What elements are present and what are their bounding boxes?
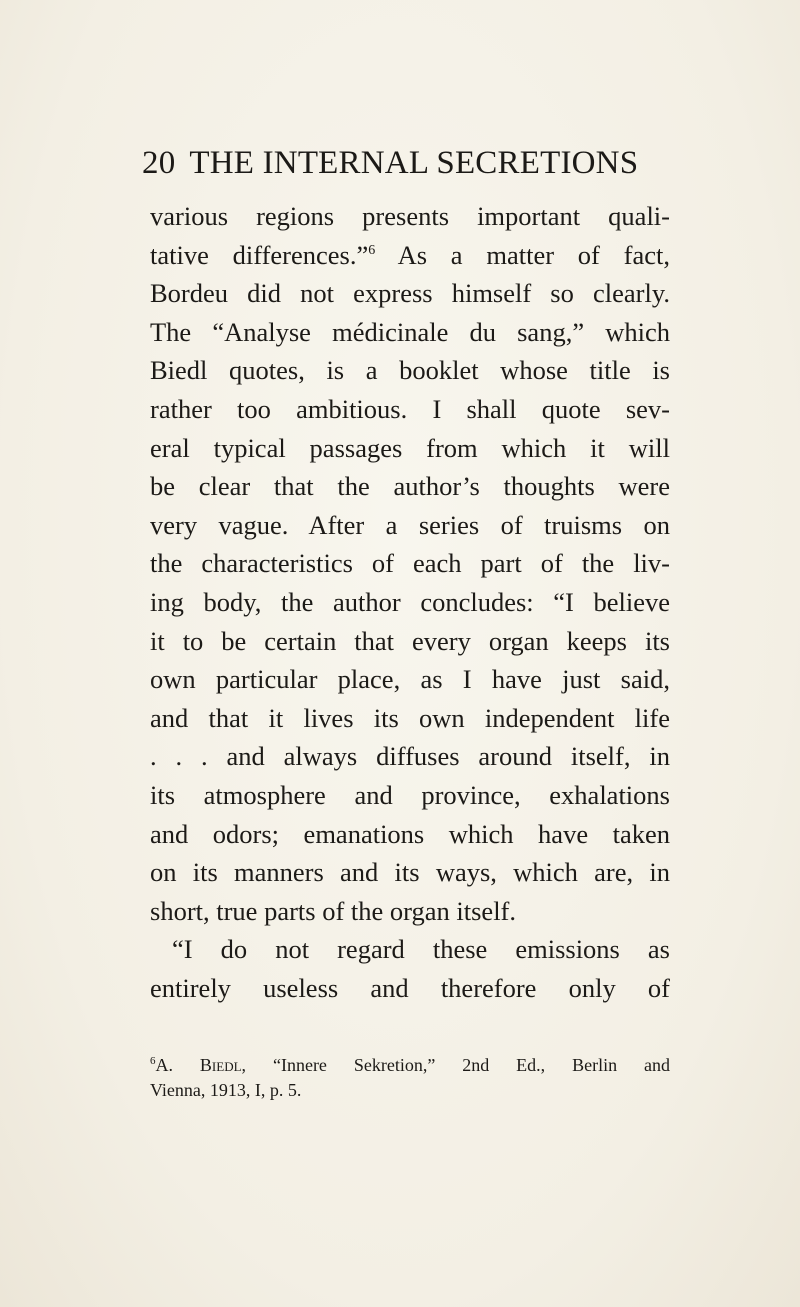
text-line: eral typical passages from which it will: [150, 432, 670, 463]
footnote-line: [150, 1053, 670, 1078]
text-fragment: tative differences.”: [150, 239, 369, 270]
text-line: ing body, the author concludes: “I believe: [150, 586, 670, 617]
text-line: be clear that the author’s thoughts were: [150, 471, 670, 502]
text-line: the characteristics of each part of the liv-: [150, 548, 670, 579]
footnote-line: Vienna, 1913, I, p. 5.: [150, 1080, 302, 1100]
text-line: and that it lives its own independent life: [150, 702, 670, 733]
text-line: very vague. After a series of truisms on: [150, 509, 670, 540]
running-head-title: THE INTERNAL SECRETIONS: [189, 145, 639, 181]
text-line: rather too ambitious. I shall quote sev-: [150, 393, 670, 424]
text-line: its atmosphere and province, exhalations: [150, 779, 670, 810]
footnote-author: A. Biedl,: [155, 1055, 247, 1075]
text-line: and odors; emanations which have taken: [150, 818, 670, 849]
text-line: The “Analyse médicinale du sang,” which: [150, 316, 670, 347]
body-text: [150, 197, 670, 1007]
footnote-citation: “Innere Sekretion,” 2nd Ed., Berlin and: [272, 1055, 671, 1075]
text-line: on its manners and its ways, which are, in: [150, 857, 670, 888]
text-line: . . . and always diffuses around itself, in: [150, 741, 670, 772]
text-line-paragraph-end: short, true parts of the organ itself.: [150, 895, 517, 926]
text-line: Bordeu did not express himself so clearly.: [150, 278, 670, 309]
footnote-marker: 6: [150, 1055, 156, 1067]
footnote: [150, 1053, 670, 1103]
text-line-paragraph-start: “I do not regard these emissions as: [172, 934, 670, 965]
running-head: [142, 143, 672, 183]
text-line: various regions presents important quali-: [150, 201, 670, 231]
text-fragment: As a matter of fact,: [397, 239, 671, 270]
page-number: 20: [142, 145, 176, 181]
text-line-with-footnote-ref: [150, 236, 670, 275]
text-line: Biedl quotes, is a booklet whose title is: [150, 355, 670, 386]
text-line: entirely useless and therefore only of: [150, 972, 670, 1003]
footnote-reference: 6: [368, 242, 376, 258]
text-line: it to be certain that every organ keeps its: [150, 625, 670, 656]
text-line: own particular place, as I have just said,: [150, 664, 670, 695]
